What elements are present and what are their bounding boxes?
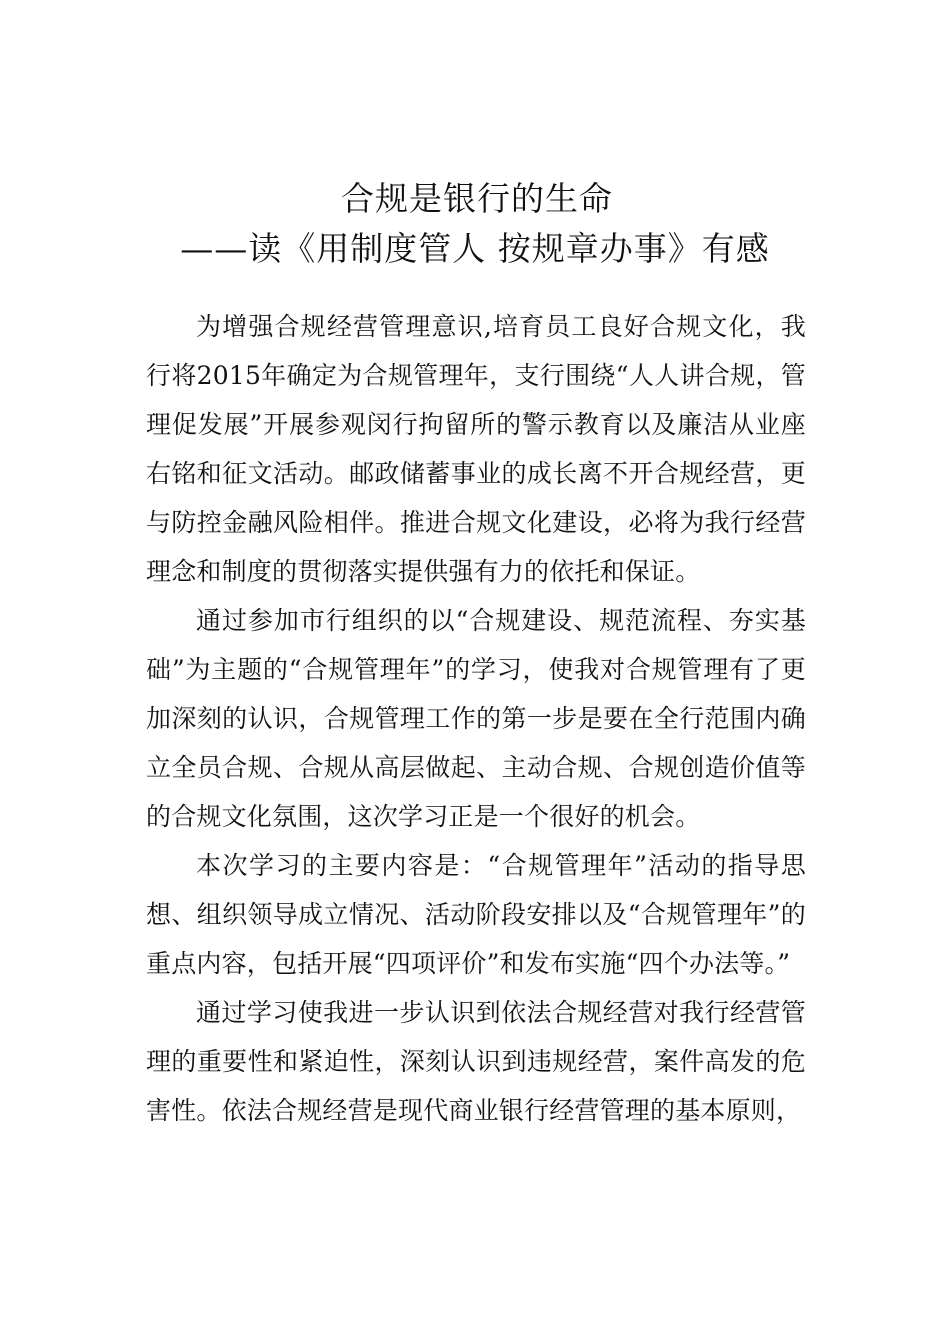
paragraph: 通过参加市行组织的以“合规建设、规范流程、夯实基础”为主题的“合规管理年”的学习，使我对合规管理有了更加深刻的认识，合规管理工作的第一步是要在全行范围内确立全员合规、合规从高层做起、主动合规、合规创造价值等的合规文化氛围，这次学习正是一个很好的机会。 (146, 606, 806, 831)
paragraph: 通过学习使我进一步认识到依法合规经营对我行经营管理的重要性和紧迫性，深刻认识到违规经营，案件高发的危害性。依法合规经营是现代商业银行经营管理的基本原则， (146, 998, 806, 1125)
paragraph: 为增强合规经营管理意识,培育员工良好合规文化，我行将2015年确定为合规管理年，支行围绕“人人讲合规，管理促发展”开展参观闵行拘留所的警示教育以及廉洁从业座右铭和征文活动。邮政储蓄事业的成长离不开合规经营，更与防控金融风险相伴。推进合规文化建设，必将为我行经营理念和制度的贯彻落实提供强有力的依托和保证。 (146, 312, 806, 586)
title-block (0, 174, 950, 274)
document-title: 合规是银行的生命 (341, 179, 613, 218)
paragraph: 本次学习的主要内容是：“合规管理年”活动的指导思想、组织领导成立情况、活动阶段安排以及“合规管理年”的重点内容，包括开展“四项评价”和发布实施“四个办法等。” (146, 851, 806, 978)
document-subtitle: ——读《用制度管人 按规章办事》有感 (180, 229, 770, 268)
document-body (146, 302, 806, 1135)
